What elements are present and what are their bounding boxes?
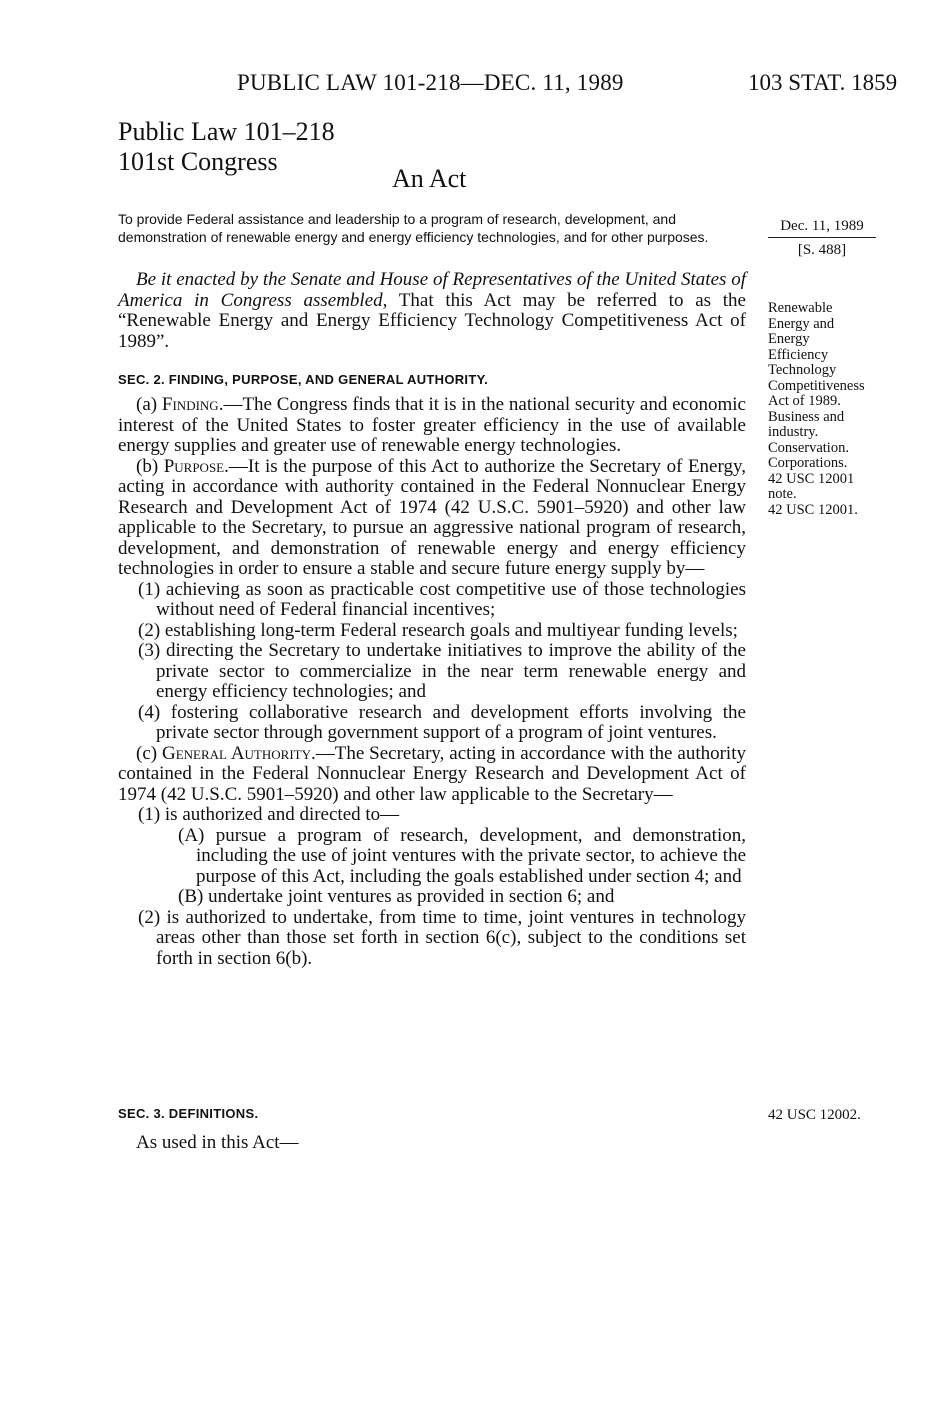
section-3-heading: SEC. 3. DEFINITIONS. — [118, 1106, 259, 1121]
subsection-c — [118, 744, 746, 806]
section-3-body — [118, 1133, 746, 1154]
section-2-body — [118, 395, 746, 969]
list-item: (A) pursue a program of research, development, and demonstration, including the use of joint ventures with the private sector, to achieve the purpose of this Act, including the goals established under section 4; and — [178, 824, 746, 887]
margin-note: Efficiency — [768, 346, 829, 363]
margin-note: Corporations. — [768, 455, 848, 471]
margin-bill-number: [S. 488] — [797, 242, 847, 258]
purpose-statement: To provide Federal assistance and leadership to a program of research, development, and demonstration of renewable energy and energy efficiency technologies, and for other purposes. — [118, 211, 709, 245]
list-item: (B) undertake joint ventures as provided in section 6; and — [178, 886, 615, 907]
margin-note: Technology — [768, 362, 837, 378]
subsection-b — [118, 457, 746, 580]
margin-note: 42 USC 12001. — [768, 501, 858, 518]
law-title-block — [118, 117, 335, 177]
subsection-caption: Purpose — [163, 455, 225, 477]
subsection-label: (b) — [136, 455, 164, 477]
running-header: PUBLIC LAW 101-218—DEC. 11, 1989 — [237, 70, 624, 95]
enacting-italic: Be it enacted by the Senate and House of Representatives of the United States of America in Congress assembled, — [118, 269, 746, 311]
margin-note: Business and — [768, 408, 845, 425]
margin-note: industry. — [768, 424, 819, 440]
public-law-number: Public Law 101–218 — [118, 117, 335, 146]
margin-rule — [768, 237, 876, 238]
margin-note: Energy — [768, 331, 810, 347]
margin-note-sec3: 42 USC 12002. — [768, 1107, 861, 1123]
subsection-text: .—The Secretary, acting in accordance with the authority contained in the Federal Nonnuclear Energy Research and Development Act of 1974 (42 U.S.C. 5901–5920) and other law applicable to the Secretary— — [118, 742, 746, 805]
margin-note: Act of 1989. — [768, 393, 841, 409]
subsection-text: .—It is the purpose of this Act to authorize the Secretary of Energy, acting in accordance with authority contained in the Federal Nonnuclear Energy Research and Development Act of 1974 (42 U.S.C. 5901–5920) and other law applicable to the Secretary, to pursue an aggressive national program of research, development, and demonstration of renewable energy and energy efficiency technologies in order to ensure a stable and secure future energy supply by— — [118, 455, 746, 579]
margin-note: Competitiveness — [768, 377, 865, 394]
list-item: (1) is authorized and directed to— — [138, 804, 400, 825]
list-item: (2) establishing long-term Federal research goals and multiyear funding levels; — [138, 619, 738, 641]
margin-note: Renewable — [768, 300, 833, 316]
enacting-clause — [118, 270, 746, 352]
stat-page-number: 103 STAT. 1859 — [748, 70, 898, 95]
section-2-heading: SEC. 2. FINDING, PURPOSE, AND GENERAL AUTHORITY. — [118, 372, 489, 387]
margin-date: Dec. 11, 1989 — [780, 218, 864, 234]
margin-note: Conservation. — [768, 439, 849, 456]
list-item: (4) fostering collaborative research and development efforts involving the private sector through government support of a program of joint ventures. — [138, 701, 746, 743]
subsection-a — [118, 395, 746, 457]
list-item: (1) achieving as soon as practicable cost competitive use of those technologies without need of Federal financial incentives; — [138, 578, 746, 620]
margin-notes — [768, 301, 865, 518]
list-item: (3) directing the Secretary to undertake initiatives to improve the ability of the private sector to commercialize in the near term renewable energy and energy efficiency technologies; and — [138, 640, 746, 702]
margin-note: 42 USC 12001 — [768, 470, 855, 487]
margin-note: Energy and — [768, 315, 835, 332]
margin-date-block — [768, 216, 876, 260]
subsection-label: (a) — [136, 394, 162, 415]
enacting-rest: That this Act may be referred to as the “Renewable Energy and Energy Efficiency Technology Competitiveness Act of 1989”. — [118, 289, 746, 352]
list-item: (2) is authorized to undertake, from time to time, joint ventures in technology areas other than those set forth in section 6(c), subject to the conditions set forth in section 6(b). — [138, 906, 746, 969]
section-3-intro: As used in this Act— — [136, 1132, 299, 1153]
subsection-caption: Finding — [161, 394, 219, 415]
margin-note: note. — [768, 486, 797, 502]
subsection-label: (c) — [136, 742, 162, 764]
subsection-caption: General Authority — [161, 742, 311, 764]
congress-label: 101st Congress — [118, 147, 278, 176]
act-heading: An Act — [392, 164, 467, 193]
subsection-text: .—The Congress finds that it is in the national security and economic interest of the United States to foster greater efficiency in the use of available energy supplies and greater use of renewable energy technologies. — [118, 394, 746, 456]
